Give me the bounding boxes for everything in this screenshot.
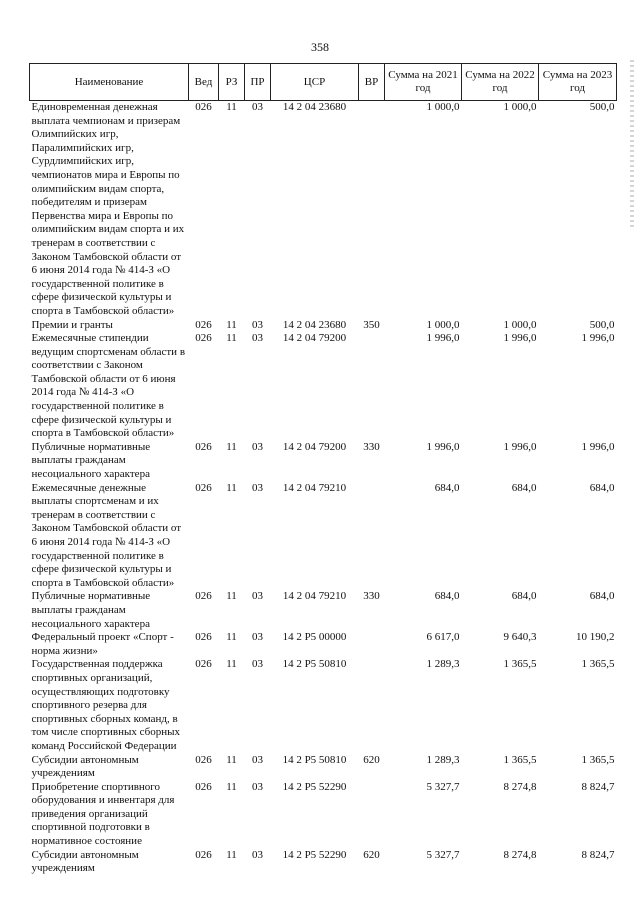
cell-rz: 11 bbox=[226, 753, 237, 766]
cell-name: Государственная поддержка спортивных организаций, осуществляющих подготовку спортивного резерва для спортивных сборных команд, в том числе спортивных сборных команд Российской Федерации bbox=[31, 658, 181, 752]
cell-rz: 11 bbox=[226, 658, 237, 671]
cell-pr: 03 bbox=[252, 658, 263, 671]
cell-sum-2021: 5 327,7 bbox=[426, 848, 460, 861]
cell-csr: 14 2 04 79210 bbox=[282, 481, 347, 494]
cell-sum-2023: 1 996,0 bbox=[581, 440, 615, 453]
cell-pr: 03 bbox=[252, 590, 263, 603]
cell-sum-2021: 5 327,7 bbox=[426, 780, 460, 793]
header-vr: ВР bbox=[359, 64, 385, 101]
cell-sum-2023: 500,0 bbox=[589, 101, 615, 113]
cell-csr: 14 2 04 79200 bbox=[282, 440, 347, 453]
cell-csr: 14 2 04 79210 bbox=[282, 590, 347, 603]
header-ved: Вед bbox=[189, 64, 219, 101]
cell-pr: 03 bbox=[252, 631, 263, 644]
header-csr: ЦСР bbox=[271, 64, 359, 101]
cell-ved: 026 bbox=[195, 101, 212, 113]
cell-vr: 330 bbox=[363, 440, 380, 453]
cell-csr: 14 2 P5 52290 bbox=[282, 848, 347, 861]
cell-ved: 026 bbox=[195, 780, 212, 793]
header-pr: ПР bbox=[245, 64, 271, 101]
cell-vr bbox=[359, 482, 385, 591]
cell-vr: 350 bbox=[363, 318, 380, 331]
cell-csr: 14 2 P5 50810 bbox=[282, 658, 347, 671]
cell-sum-2023: 684,0 bbox=[589, 481, 615, 494]
cell-pr: 03 bbox=[252, 753, 263, 766]
cell-vr: 330 bbox=[363, 590, 380, 603]
table-row bbox=[30, 332, 617, 441]
cell-sum-2021: 1 289,3 bbox=[426, 658, 460, 671]
cell-csr: 14 2 04 23680 bbox=[282, 318, 347, 331]
margin-scan-mark bbox=[630, 60, 634, 230]
table-header bbox=[30, 64, 617, 101]
cell-sum-2023: 1 996,0 bbox=[581, 332, 615, 345]
header-name: Наименование bbox=[30, 64, 189, 101]
cell-vr bbox=[359, 332, 385, 441]
table-row bbox=[30, 441, 617, 482]
table-row bbox=[30, 849, 617, 876]
cell-sum-2022: 8 274,8 bbox=[503, 848, 537, 861]
cell-name: Публичные нормативные выплаты гражданам несоциального характера bbox=[31, 440, 151, 481]
cell-vr: 620 bbox=[363, 848, 380, 861]
cell-sum-2022: 1 365,5 bbox=[503, 753, 537, 766]
table-row bbox=[30, 319, 617, 333]
header-sum-2021: Сумма на 2021 год bbox=[385, 64, 462, 101]
cell-sum-2022: 8 274,8 bbox=[503, 780, 537, 793]
cell-csr: 14 2 04 23680 bbox=[282, 101, 347, 113]
cell-name: Ежемесячные денежные выплаты спортсменам и их тренерам в соответствии с Законом Тамбовской области от 6 июня 2014 года № 414-З «О государственной политике в сфере физической культуры и спорта в Тамбовской области» bbox=[31, 481, 182, 589]
cell-csr: 14 2 04 79200 bbox=[282, 332, 347, 345]
cell-sum-2022: 1 000,0 bbox=[503, 101, 537, 113]
budget-table bbox=[29, 63, 617, 876]
cell-ved: 026 bbox=[195, 848, 212, 861]
cell-sum-2021: 684,0 bbox=[434, 590, 460, 603]
cell-pr: 03 bbox=[252, 481, 263, 494]
cell-rz: 11 bbox=[226, 481, 237, 494]
cell-pr: 03 bbox=[252, 318, 263, 331]
cell-pr: 03 bbox=[252, 848, 263, 861]
cell-sum-2023: 1 365,5 bbox=[581, 753, 615, 766]
cell-sum-2023: 8 824,7 bbox=[581, 780, 615, 793]
cell-sum-2022: 1 996,0 bbox=[503, 440, 537, 453]
cell-vr: 620 bbox=[363, 753, 380, 766]
cell-ved: 026 bbox=[195, 658, 212, 671]
cell-sum-2021: 1 000,0 bbox=[426, 101, 460, 113]
cell-sum-2023: 1 365,5 bbox=[581, 658, 615, 671]
cell-vr bbox=[359, 631, 385, 658]
cell-name: Федеральный проект «Спорт - норма жизни» bbox=[31, 631, 174, 657]
cell-rz: 11 bbox=[226, 780, 237, 793]
table-row bbox=[30, 101, 617, 319]
cell-ved: 026 bbox=[195, 481, 212, 494]
cell-pr: 03 bbox=[252, 332, 263, 345]
page-number: 358 bbox=[311, 40, 329, 54]
cell-ved: 026 bbox=[195, 332, 212, 345]
cell-ved: 026 bbox=[195, 318, 212, 331]
cell-sum-2023: 500,0 bbox=[589, 318, 615, 331]
table-row bbox=[30, 658, 617, 753]
cell-sum-2021: 1 289,3 bbox=[426, 753, 460, 766]
cell-name: Субсидии автономным учреждениям bbox=[31, 753, 139, 780]
cell-rz: 11 bbox=[226, 590, 237, 603]
table-row bbox=[30, 631, 617, 658]
cell-csr: 14 2 P5 00000 bbox=[282, 631, 347, 644]
table-row bbox=[30, 590, 617, 631]
table-row bbox=[30, 754, 617, 781]
cell-sum-2021: 1 996,0 bbox=[426, 332, 460, 345]
header-sum-2022: Сумма на 2022 год bbox=[462, 64, 539, 101]
cell-sum-2023: 10 190,2 bbox=[576, 631, 615, 644]
table-row bbox=[30, 482, 617, 591]
cell-sum-2021: 1 996,0 bbox=[426, 440, 460, 453]
cell-ved: 026 bbox=[195, 753, 212, 766]
table-row bbox=[30, 781, 617, 849]
cell-rz: 11 bbox=[226, 332, 237, 345]
cell-pr: 03 bbox=[252, 440, 263, 453]
cell-name: Премии и гранты bbox=[31, 318, 113, 331]
cell-sum-2022: 684,0 bbox=[511, 481, 537, 494]
cell-rz: 11 bbox=[226, 440, 237, 453]
cell-ved: 026 bbox=[195, 590, 212, 603]
cell-sum-2022: 9 640,3 bbox=[503, 631, 537, 644]
cell-rz: 11 bbox=[226, 848, 237, 861]
cell-csr: 14 2 P5 50810 bbox=[282, 753, 347, 766]
cell-sum-2023: 684,0 bbox=[589, 590, 615, 603]
cell-vr bbox=[359, 781, 385, 849]
cell-pr: 03 bbox=[252, 101, 263, 113]
cell-rz: 11 bbox=[226, 318, 237, 331]
cell-ved: 026 bbox=[195, 631, 212, 644]
table-body bbox=[30, 101, 617, 876]
cell-sum-2022: 1 365,5 bbox=[503, 658, 537, 671]
cell-sum-2021: 6 617,0 bbox=[426, 631, 460, 644]
cell-rz: 11 bbox=[226, 631, 237, 644]
cell-sum-2022: 684,0 bbox=[511, 590, 537, 603]
header-sum-2023: Сумма на 2023 год bbox=[539, 64, 617, 101]
cell-ved: 026 bbox=[195, 440, 212, 453]
header-rz: РЗ bbox=[219, 64, 245, 101]
cell-vr bbox=[359, 101, 385, 319]
cell-csr: 14 2 P5 52290 bbox=[282, 780, 347, 793]
cell-sum-2021: 684,0 bbox=[434, 481, 460, 494]
cell-name: Публичные нормативные выплаты гражданам несоциального характера bbox=[31, 590, 151, 630]
cell-vr bbox=[359, 658, 385, 753]
cell-name: Единовременная денежная выплата чемпионам и призерам Олимпийских игр, Паралимпийских игр, Сурдлимпийских игр, чемпионатов мира и Европы по олимпийским видам спорта, победителям и призерам Первенства мира и Европы по олимпийским видам спорта и их тренерам в соответствии с Законом Тамбовской области от 6 июня 2014 года № 414-З «О государственной политике в сфере физической культуры и спорта в Тамбовской области» bbox=[31, 101, 185, 317]
cell-name: Ежемесячные стипендии ведущим спортсменам области в соответствии с Законом Тамбовской области от 6 июня 2014 года № 414-З «О государственной политике в сфере физической культуры и спорта в Тамбовской области» bbox=[31, 332, 186, 440]
cell-rz: 11 bbox=[226, 101, 237, 113]
cell-sum-2022: 1 000,0 bbox=[503, 318, 537, 331]
cell-name: Субсидии автономным учреждениям bbox=[31, 848, 139, 875]
cell-sum-2022: 1 996,0 bbox=[503, 332, 537, 345]
cell-sum-2021: 1 000,0 bbox=[426, 318, 460, 331]
cell-sum-2023: 8 824,7 bbox=[581, 848, 615, 861]
cell-name: Приобретение спортивного оборудования и инвентаря для приведения организаций спортивной подготовки в нормативное состояние bbox=[31, 780, 175, 848]
cell-pr: 03 bbox=[252, 780, 263, 793]
